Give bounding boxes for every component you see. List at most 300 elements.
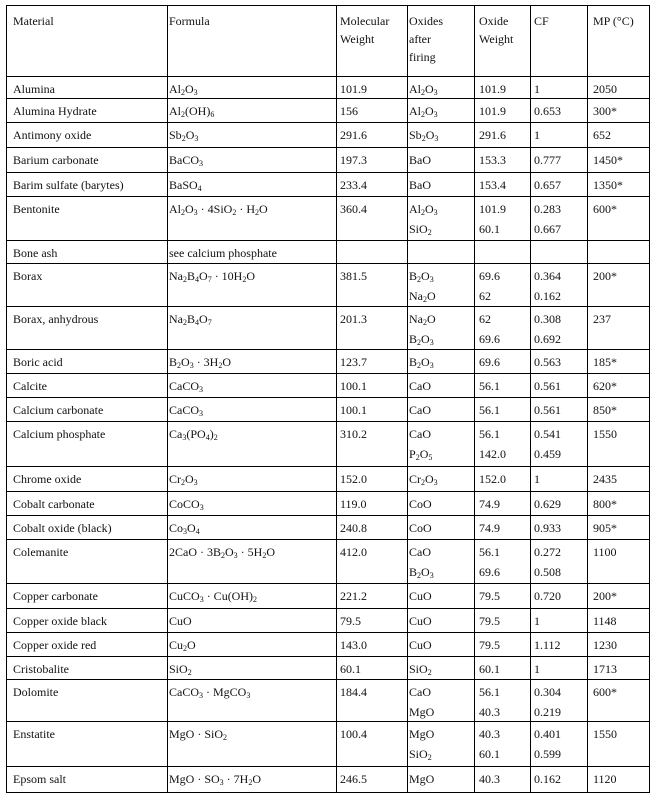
mp-cell-line: 800* [593, 497, 617, 511]
material-cell-line: Alumina [13, 82, 55, 96]
mp-cell [593, 266, 617, 286]
cf-cell [534, 400, 561, 420]
oxides-cell-line: $Sb_2O_3$ [409, 128, 439, 143]
material-cell [13, 542, 68, 562]
mp-cell-line: 1450* [593, 153, 623, 167]
table-row [7, 583, 649, 608]
oxide-weight-cell [479, 309, 500, 349]
oxides-cell [409, 611, 432, 631]
cf-cell-line: 0.657 [534, 178, 561, 192]
oxide-weight-cell [479, 266, 500, 306]
oxide-weight-cell [479, 769, 500, 789]
cf-cell-line: 0.541 [534, 427, 561, 441]
molecular-weight-cell [340, 266, 367, 286]
molecular-weight-cell-line: 201.3 [340, 312, 367, 326]
column-divider [587, 6, 588, 792]
formula-cell-line: MgO · SiO$_2$ [169, 727, 228, 742]
material-cell-line: Antimony oxide [13, 128, 92, 142]
formula-cell [169, 611, 192, 631]
material-cell [13, 769, 66, 789]
mp-cell [593, 150, 623, 170]
molecular-weight-cell-line: 240.8 [340, 521, 367, 535]
oxides-cell [409, 175, 431, 195]
header-oxide-weight [479, 12, 513, 48]
mp-cell-line: 600* [593, 685, 617, 699]
oxides-cell-line: $P_2O_5$ [409, 447, 433, 462]
material-cell-line: Cobalt carbonate [13, 497, 95, 511]
mp-cell-line: 2435 [593, 472, 617, 486]
oxides-cell-line: CaO [409, 379, 431, 393]
table-row [7, 306, 649, 349]
mp-cell [593, 682, 617, 702]
formula-cell-line: SiO$_2$ [169, 662, 192, 677]
oxides-cell [409, 309, 436, 349]
material-cell-line: Borax [13, 269, 43, 283]
oxides-cell [409, 586, 432, 606]
material-cell-line: Bone ash [13, 246, 58, 260]
oxide-weight-cell [479, 542, 500, 582]
oxide-weight-cell-line: 142.0 [479, 447, 506, 461]
cf-cell-line: 0.364 [534, 269, 561, 283]
cf-cell-line: 0.283 [534, 202, 561, 216]
cf-cell-line: 0.508 [534, 565, 561, 579]
oxide-weight-cell-line: 79.5 [479, 589, 500, 603]
cf-cell-line: 0.162 [534, 289, 561, 303]
oxides-cell [409, 494, 432, 514]
oxides-cell-line: $Al_2O_3$ [409, 104, 438, 119]
oxides-cell-line: CuO [409, 638, 432, 652]
material-cell-line: Calcium phosphate [13, 427, 106, 441]
cf-cell [534, 635, 561, 655]
formula-cell [169, 79, 198, 99]
oxides-cell [409, 352, 434, 372]
oxides-cell-line: MgO [409, 727, 435, 741]
molecular-weight-cell-line: 119.0 [340, 497, 367, 511]
material-cell [13, 125, 91, 145]
oxide-weight-cell [479, 400, 500, 420]
oxides-cell [409, 266, 436, 306]
oxide-weight-cell-line: 56.1 [479, 685, 500, 699]
material-cell [13, 150, 99, 170]
molecular-weight-cell-line: 152.0 [340, 472, 367, 486]
material-cell-line: Copper oxide black [13, 614, 107, 628]
mp-cell [593, 769, 617, 789]
table-row [7, 515, 649, 539]
material-cell-line: Copper oxide red [13, 638, 97, 652]
cf-cell-line: 0.629 [534, 497, 561, 511]
mp-cell [593, 125, 611, 145]
header-formula: Formula [169, 14, 210, 28]
cf-cell-line: 0.599 [534, 747, 561, 761]
mp-cell [593, 542, 617, 562]
table-row [7, 539, 649, 583]
material-cell [13, 266, 42, 286]
oxides-cell-line: MgO [409, 705, 435, 719]
material-cell-line: Chrome oxide [13, 472, 82, 486]
formula-cell-line: $Na_2B_4O_7$ [169, 312, 212, 327]
cf-cell-line: 0.219 [534, 705, 561, 719]
header-cf: CF [534, 14, 549, 28]
formula-cell [169, 424, 218, 444]
molecular-weight-cell [340, 469, 367, 489]
oxide-weight-cell-line: 60.1 [479, 222, 500, 236]
formula-cell-line: $Na_2B_4O_7 \cdot 10H_2O$ [169, 269, 256, 284]
oxide-weight-cell-line: 69.6 [479, 332, 500, 346]
mp-cell [593, 424, 617, 444]
molecular-weight-cell [340, 769, 367, 789]
mp-cell [593, 101, 617, 121]
cf-cell-line: 0.308 [534, 312, 561, 326]
formula-cell-line: $2CaO \cdot 3B_2O_3 \cdot 5H_2O$ [169, 545, 276, 560]
molecular-weight-cell [340, 125, 367, 145]
oxide-weight-cell-line: 60.1 [479, 662, 500, 676]
material-cell-line: Calcium carbonate [13, 403, 104, 417]
cf-cell-line: 1 [534, 82, 540, 96]
mp-cell-line: 2050 [593, 82, 617, 96]
materials-table [6, 5, 650, 793]
mp-cell-line: 185* [593, 355, 617, 369]
material-cell-line: Colemanite [13, 545, 69, 559]
column-divider [407, 6, 408, 792]
molecular-weight-cell-line: 100.4 [340, 727, 367, 741]
cf-cell [534, 376, 561, 396]
formula-cell-line: $Al_2O_3 \cdot 4SiO_2 \cdot H_2O$ [169, 202, 268, 217]
oxide-weight-cell-line: 69.6 [479, 269, 500, 283]
oxides-cell-line: CaO [409, 685, 431, 699]
molecular-weight-cell [340, 494, 367, 514]
molecular-weight-cell-line: 100.1 [340, 379, 367, 393]
formula-cell [169, 769, 261, 789]
formula-cell-line: CaCO$_3$ [169, 403, 203, 418]
formula-cell [169, 352, 231, 372]
material-cell [13, 586, 98, 606]
molecular-weight-cell-line: 156 [340, 104, 358, 118]
material-cell-line: Copper carbonate [13, 589, 98, 603]
cf-cell [534, 199, 561, 239]
table-row [7, 656, 649, 679]
formula-cell-line: $Cr_2O_3$ [169, 472, 198, 487]
formula-cell [169, 266, 255, 286]
mp-cell-line: 850* [593, 403, 617, 417]
molecular-weight-cell [340, 682, 367, 702]
cf-cell [534, 266, 561, 306]
material-cell [13, 635, 96, 655]
formula-cell [169, 542, 275, 562]
cf-cell [534, 586, 561, 606]
material-cell [13, 243, 57, 263]
molecular-weight-cell-line: 360.4 [340, 202, 367, 216]
oxides-cell [409, 542, 434, 582]
molecular-weight-cell-line: 79.5 [340, 614, 361, 628]
cf-cell [534, 682, 561, 722]
oxides-cell-line: $Cr_2O_3$ [409, 472, 438, 487]
oxide-weight-cell-line: 153.4 [479, 178, 506, 192]
cf-cell [534, 150, 561, 170]
oxides-cell-line: $Na_2O$ [409, 312, 436, 327]
molecular-weight-cell-line: 412.0 [340, 545, 367, 559]
oxides-cell-line: CuO [409, 614, 432, 628]
cf-cell-line: 0.459 [534, 447, 561, 461]
formula-cell-line: $Al_2O_3$ [169, 82, 198, 97]
formula-cell-line: $Al_2(OH)_6$ [169, 104, 215, 119]
oxide-weight-cell [479, 79, 506, 99]
cf-cell-line: 1.112 [534, 638, 561, 652]
oxide-weight-cell [479, 352, 500, 372]
oxide-weight-cell-line: 101.9 [479, 82, 506, 96]
oxide-weight-cell-line: 69.6 [479, 565, 500, 579]
formula-cell-line: MgO · $SO_3 \cdot 7H_2O$ [169, 772, 262, 787]
molecular-weight-cell [340, 376, 367, 396]
formula-cell [169, 682, 250, 702]
molecular-weight-cell-line: 233.4 [340, 178, 367, 192]
cf-cell [534, 424, 561, 464]
mp-cell [593, 175, 623, 195]
oxide-weight-cell-line: 101.9 [479, 104, 506, 118]
formula-cell-line: $Sb_2O_3$ [169, 128, 199, 143]
oxides-cell-line: CuO [409, 589, 432, 603]
mp-cell [593, 352, 617, 372]
cf-cell [534, 101, 561, 121]
table-row [7, 349, 649, 373]
molecular-weight-cell [340, 309, 367, 329]
oxides-cell-line: $B_2O_3$ [409, 332, 434, 347]
molecular-weight-cell [340, 659, 361, 679]
header-mw-line-1: Molecular [340, 14, 390, 28]
formula-cell [169, 175, 202, 195]
molecular-weight-cell-line: 123.7 [340, 355, 367, 369]
formula-cell [169, 494, 204, 514]
oxide-weight-cell [479, 682, 500, 722]
formula-cell [169, 199, 268, 219]
oxides-cell-line: CoO [409, 497, 432, 511]
cf-cell [534, 494, 561, 514]
cf-cell [534, 352, 561, 372]
oxide-weight-cell [479, 611, 500, 631]
molecular-weight-cell-line: 143.0 [340, 638, 367, 652]
cf-cell-line: 0.777 [534, 153, 561, 167]
oxides-cell-line: $B_2O_3$ [409, 565, 434, 580]
material-cell-line: Epsom salt [13, 772, 66, 786]
table-row [7, 373, 649, 397]
table-row [7, 721, 649, 766]
molecular-weight-cell [340, 635, 367, 655]
formula-cell [169, 376, 203, 396]
oxide-weight-cell-line: 74.9 [479, 497, 500, 511]
cf-cell [534, 724, 561, 764]
header-mp: MP (°C) [593, 14, 634, 28]
material-cell [13, 101, 97, 121]
mp-cell [593, 79, 617, 99]
formula-cell-line: $Co_3O_4$ [169, 521, 200, 536]
material-cell-line: Calcite [13, 379, 47, 393]
formula-cell [169, 659, 192, 679]
table-row [7, 766, 649, 794]
header-oxides-line-3: firing [409, 50, 436, 64]
molecular-weight-cell-line: 381.5 [340, 269, 367, 283]
mp-cell-line: 1713 [593, 662, 617, 676]
cf-cell-line: 0.933 [534, 521, 561, 535]
cf-cell-line: 1 [534, 662, 540, 676]
formula-cell [169, 635, 196, 655]
formula-cell-line: CoCO$_3$ [169, 497, 204, 512]
column-divider [167, 6, 168, 792]
cf-cell-line: 0.401 [534, 727, 561, 741]
cf-cell [534, 79, 540, 99]
molecular-weight-cell [340, 101, 358, 121]
mp-cell-line: 620* [593, 379, 617, 393]
material-cell-line: Cobalt oxide (black) [13, 521, 112, 535]
oxides-cell-line: $B_2O_3$ [409, 355, 434, 370]
table-row [7, 466, 649, 491]
column-divider [474, 6, 475, 792]
mp-cell [593, 309, 611, 329]
table-row [7, 196, 649, 240]
table-row [7, 421, 649, 466]
molecular-weight-cell-line: 100.1 [340, 403, 367, 417]
oxides-cell [409, 659, 432, 679]
mp-cell [593, 494, 617, 514]
mp-cell [593, 376, 617, 396]
cf-cell-line: 0.667 [534, 222, 561, 236]
mp-cell-line: 652 [593, 128, 611, 142]
oxide-weight-cell-line: 60.1 [479, 747, 500, 761]
formula-cell [169, 125, 198, 145]
oxides-cell [409, 518, 432, 538]
material-cell [13, 518, 112, 538]
cf-cell [534, 659, 540, 679]
column-divider [530, 6, 531, 792]
header-molecular-weight [340, 12, 389, 48]
column-divider [336, 6, 337, 792]
formula-cell-line: $B_2O_3 \cdot 3H_2O$ [169, 355, 232, 370]
table-row [7, 147, 649, 172]
oxides-cell-line: SiO$_2$ [409, 747, 432, 762]
header-oxides-after-firing [409, 12, 443, 66]
cf-cell-line: 1 [534, 128, 540, 142]
molecular-weight-cell-line: 197.3 [340, 153, 367, 167]
header-oxides-line-1: Oxides [409, 14, 443, 28]
molecular-weight-cell [340, 199, 367, 219]
molecular-weight-cell [340, 79, 367, 99]
oxides-cell-line: BaO [409, 178, 431, 192]
cf-cell [534, 175, 561, 195]
mp-cell-line: 1100 [593, 545, 617, 559]
oxides-cell-line: CaO [409, 545, 431, 559]
molecular-weight-cell [340, 424, 367, 444]
formula-cell [169, 469, 198, 489]
table-row [7, 172, 649, 196]
mp-cell [593, 659, 617, 679]
molecular-weight-cell [340, 586, 367, 606]
oxide-weight-cell-line: 40.3 [479, 772, 500, 786]
mp-cell-line: 1120 [593, 772, 617, 786]
oxides-cell [409, 424, 432, 464]
molecular-weight-cell [340, 175, 367, 195]
oxide-weight-cell-line: 56.1 [479, 427, 500, 441]
material-cell [13, 494, 95, 514]
material-cell-line: Borax, anhydrous [13, 312, 99, 326]
oxides-cell-line: SiO$_2$ [409, 222, 432, 237]
molecular-weight-cell-line: 184.4 [340, 685, 367, 699]
formula-cell-line: $Cu_2O$ [169, 638, 196, 653]
formula-cell [169, 518, 200, 538]
oxides-cell [409, 376, 431, 396]
oxides-cell-line: CoO [409, 521, 432, 535]
material-cell [13, 724, 55, 744]
mp-cell [593, 635, 617, 655]
mp-cell-line: 200* [593, 589, 617, 603]
oxides-cell [409, 682, 434, 722]
cf-cell [534, 469, 540, 489]
oxide-weight-cell-line: 40.3 [479, 727, 500, 741]
material-cell [13, 469, 81, 489]
oxide-weight-cell-line: 56.1 [479, 545, 500, 559]
oxide-weight-cell-line: 291.6 [479, 128, 506, 142]
mp-cell [593, 199, 617, 219]
material-cell [13, 352, 63, 372]
oxide-weight-cell-line: 74.9 [479, 521, 500, 535]
oxide-weight-cell [479, 175, 506, 195]
molecular-weight-cell-line: 101.9 [340, 82, 367, 96]
table-row [7, 240, 649, 263]
table-row [7, 263, 649, 306]
oxide-weight-cell [479, 424, 506, 464]
oxide-weight-cell [479, 724, 500, 764]
cf-cell-line: 0.162 [534, 772, 561, 786]
mp-cell-line: 1550 [593, 727, 617, 741]
formula-cell-line: CuO [169, 614, 192, 628]
material-cell-line: Cristobalite [13, 662, 69, 676]
formula-cell [169, 586, 257, 606]
material-cell [13, 611, 107, 631]
cf-cell [534, 769, 561, 789]
cf-cell-line: 0.653 [534, 104, 561, 118]
mp-cell-line: 1230 [593, 638, 617, 652]
mp-cell [593, 400, 617, 420]
oxides-cell-line: $Na_2O$ [409, 289, 436, 304]
material-cell-line: Enstatite [13, 727, 55, 741]
cf-cell-line: 0.561 [534, 403, 561, 417]
material-cell [13, 424, 105, 444]
formula-cell [169, 101, 214, 121]
header-material: Material [13, 14, 54, 28]
formula-cell [169, 400, 203, 420]
molecular-weight-cell [340, 542, 367, 562]
oxide-weight-cell-line: 56.1 [479, 403, 500, 417]
cf-cell-line: 1 [534, 472, 540, 486]
oxide-weight-cell [479, 518, 500, 538]
mp-cell [593, 469, 617, 489]
cf-cell-line: 0.561 [534, 379, 561, 393]
molecular-weight-cell-line: 246.5 [340, 772, 367, 786]
oxide-weight-cell-line: 69.6 [479, 355, 500, 369]
material-cell [13, 199, 60, 219]
material-cell [13, 659, 69, 679]
mp-cell-line: 300* [593, 104, 617, 118]
table-row [7, 76, 649, 98]
mp-cell-line: 237 [593, 312, 611, 326]
oxides-cell-line: $B_2O_3$ [409, 269, 434, 284]
table-row [7, 491, 649, 515]
mp-cell-line: 1350* [593, 178, 623, 192]
header-ow-line-1: Oxide [479, 14, 509, 28]
cf-cell-line: 1 [534, 614, 540, 628]
header-mw-line-2: Weight [340, 32, 375, 46]
cf-cell [534, 518, 561, 538]
oxide-weight-cell [479, 101, 506, 121]
table-row [7, 122, 649, 147]
oxide-weight-cell [479, 376, 500, 396]
